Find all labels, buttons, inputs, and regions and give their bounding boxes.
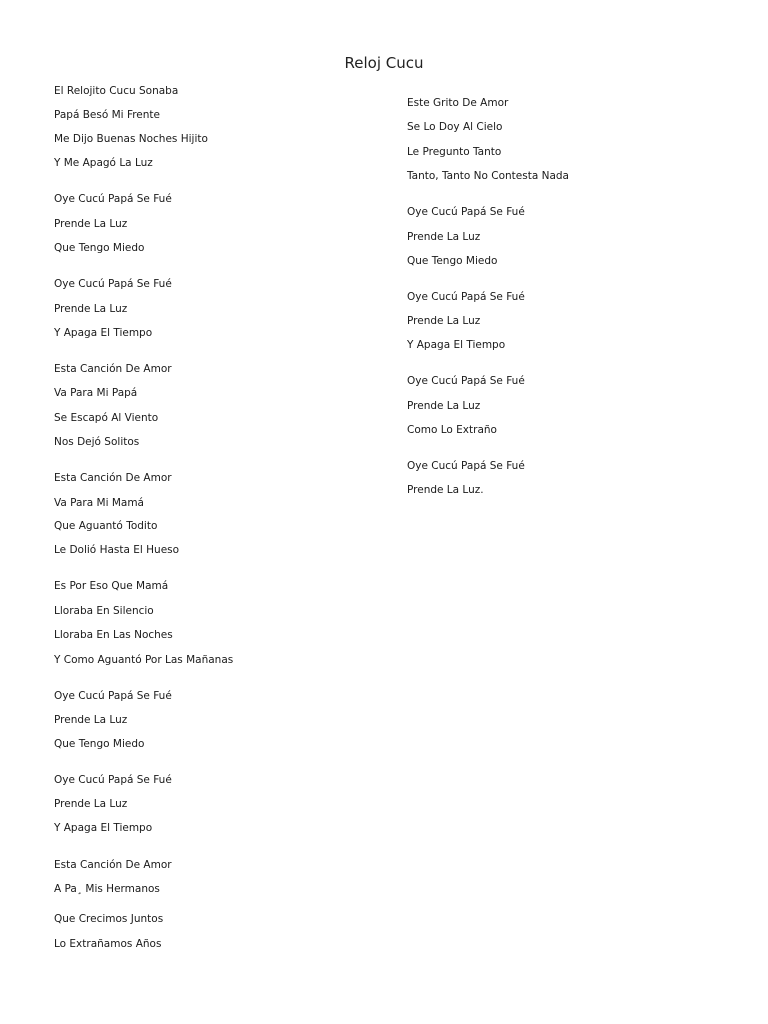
lyric-line: Prende La Luz [54, 218, 128, 230]
lyric-line: Nos Dejó Solitos [54, 436, 140, 448]
lyric-line: Y Como Aguantó Por Las Mañanas [54, 654, 234, 666]
lyric-line: Le Dolió Hasta El Hueso [54, 544, 180, 556]
lyric-line: Lloraba En Silencio [54, 605, 154, 617]
lyric-line: Y Apaga El Tiempo [407, 339, 506, 351]
lyric-line: Le Pregunto Tanto [407, 146, 502, 158]
lyric-line: Que Tengo Miedo [54, 242, 145, 254]
lyric-line: Este Grito De Amor [407, 97, 509, 109]
lyric-line: Que Aguantó Todito [54, 520, 158, 532]
lyric-line: Prende La Luz [407, 231, 481, 243]
lyric-line: Prende La Luz [407, 315, 481, 327]
lyric-line: Oye Cucú Papá Se Fué [54, 278, 172, 290]
lyric-line: Va Para Mi Mamá [54, 497, 144, 509]
lyric-line: Oye Cucú Papá Se Fué [54, 774, 172, 786]
lyric-line: Lloraba En Las Noches [54, 629, 173, 641]
lyric-line: Va Para Mi Papá [54, 387, 138, 399]
lyric-line: Oye Cucú Papá Se Fué [407, 375, 525, 387]
lyric-line: Se Escapó Al Viento [54, 412, 159, 424]
lyric-line: Se Lo Doy Al Cielo [407, 121, 503, 133]
lyric-line: Tanto, Tanto No Contesta Nada [407, 170, 569, 182]
lyric-line: Oye Cucú Papá Se Fué [407, 460, 525, 472]
lyric-line: Y Me Apagó La Luz [54, 157, 153, 169]
lyric-line: Que Tengo Miedo [407, 255, 498, 267]
lyric-line: Oye Cucú Papá Se Fué [407, 206, 525, 218]
lyric-line: Prende La Luz [407, 400, 481, 412]
lyric-line: Oye Cucú Papá Se Fué [407, 291, 525, 303]
lyric-line: A Pa¸ Mis Hermanos [54, 883, 160, 895]
lyric-line: Me Dijo Buenas Noches Hijito [54, 133, 208, 145]
lyric-line: Esta Canción De Amor [54, 472, 172, 484]
lyric-line: Y Apaga El Tiempo [54, 327, 153, 339]
page-title: Reloj Cucu [344, 54, 424, 72]
lyric-line: Que Crecimos Juntos [54, 913, 164, 925]
lyric-line: Prende La Luz. [407, 484, 484, 496]
lyric-line: Esta Canción De Amor [54, 363, 172, 375]
lyric-line: Papá Besó Mi Frente [54, 109, 160, 121]
lyric-line: Que Tengo Miedo [54, 738, 145, 750]
lyric-line: Como Lo Extraño [407, 424, 497, 436]
lyric-line: Prende La Luz [54, 798, 128, 810]
lyric-line: El Relojito Cucu Sonaba [54, 85, 179, 97]
lyric-line: Es Por Eso Que Mamá [54, 580, 169, 592]
lyric-line: Esta Canción De Amor [54, 859, 172, 871]
lyric-line: Oye Cucú Papá Se Fué [54, 193, 172, 205]
lyric-line: Prende La Luz [54, 303, 128, 315]
lyric-line: Oye Cucú Papá Se Fué [54, 690, 172, 702]
lyric-line: Lo Extrañamos Años [54, 938, 162, 950]
lyric-line: Prende La Luz [54, 714, 128, 726]
lyric-line: Y Apaga El Tiempo [54, 822, 153, 834]
